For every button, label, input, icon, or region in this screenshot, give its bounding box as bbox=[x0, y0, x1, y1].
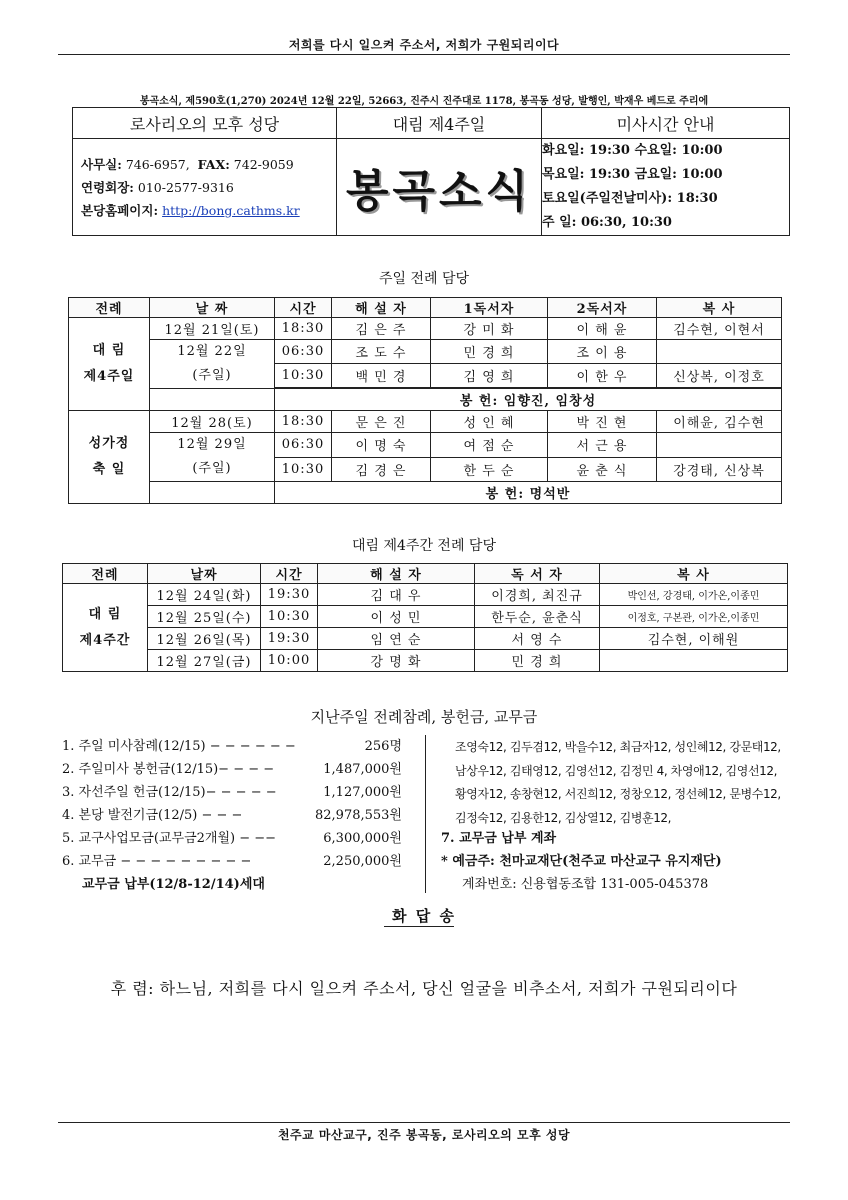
server-cell: 이정호, 구본관, 이가온,이종민 bbox=[600, 606, 788, 628]
date-cell: 12월 29일 (주일) bbox=[150, 433, 275, 482]
tithe-names bbox=[455, 736, 790, 830]
stat-row bbox=[62, 781, 402, 804]
col-server: 복 사 bbox=[657, 298, 782, 318]
top-divider bbox=[58, 54, 790, 55]
offering-cell: 봉 헌: 임향진, 임창성 bbox=[275, 389, 782, 411]
server-cell bbox=[600, 650, 788, 672]
header-table bbox=[72, 107, 790, 236]
reader2-cell: 박 진 현 bbox=[548, 411, 657, 433]
brand-title: 봉곡소식 bbox=[337, 139, 542, 236]
stat-label: 6. 교무금 − − − − − − − − − bbox=[62, 854, 252, 869]
commentator-cell: 임 연 순 bbox=[318, 628, 475, 650]
tithe-note: 교무금 납부(12/8-12/14)세대 bbox=[82, 877, 265, 892]
office-label: 사무실: bbox=[81, 156, 122, 172]
names-line: 김정숙12, 김용한12, 김상열12, 김병훈12, bbox=[455, 810, 672, 825]
weekday-section-title: 대림 제4주간 전례 담당 bbox=[352, 538, 496, 554]
date-cell: 12월 28(토) bbox=[150, 411, 275, 433]
server-cell bbox=[657, 433, 782, 458]
stat-row bbox=[62, 827, 402, 850]
stats-list bbox=[62, 735, 402, 895]
top-title: 저희를 다시 일으켜 주소서, 저희가 구원되리이다 bbox=[288, 38, 560, 52]
fax-number: 742-9059 bbox=[233, 156, 294, 172]
offering-cell: 봉 헌: 명석반 bbox=[275, 482, 782, 504]
chair-tel: 010-2577-9316 bbox=[137, 179, 234, 195]
reader1-cell: 여 점 순 bbox=[431, 433, 548, 458]
col-commentator: 해 설 자 bbox=[318, 564, 475, 584]
col-date: 날 짜 bbox=[150, 298, 275, 318]
commentator-cell: 김 은 주 bbox=[332, 318, 431, 340]
reader2-cell: 이 해 윤 bbox=[548, 318, 657, 340]
col-liturgy: 전례 bbox=[69, 298, 150, 318]
group-name: 성가정 축 일 bbox=[69, 411, 150, 504]
stat-row bbox=[62, 758, 402, 781]
server-cell bbox=[657, 340, 782, 364]
server-cell: 김수현, 이해원 bbox=[600, 628, 788, 650]
stat-value: 256명 bbox=[364, 739, 402, 754]
stat-label: 4. 본당 발전기금(12/5) − − − bbox=[62, 808, 243, 823]
time-cell: 19:30 bbox=[261, 628, 318, 650]
reader1-cell: 민 경 희 bbox=[431, 340, 548, 364]
mass-line: 주 일: 06:30, 10:30 bbox=[542, 215, 672, 230]
col-server: 복 사 bbox=[600, 564, 788, 584]
commentator-cell: 문 은 진 bbox=[332, 411, 431, 433]
commentator-cell: 조 도 수 bbox=[332, 340, 431, 364]
col-reader: 독 서 자 bbox=[475, 564, 600, 584]
reader-cell: 서 영 수 bbox=[475, 628, 600, 650]
mass-line: 목요일: 19:30 금요일: 10:00 bbox=[542, 167, 723, 182]
stat-row bbox=[62, 804, 402, 827]
response-title: 화 답 송 bbox=[392, 907, 456, 925]
reader-cell: 이경희, 최진규 bbox=[475, 584, 600, 606]
col-commentator: 해 설 자 bbox=[332, 298, 431, 318]
stat-value: 1,487,000원 bbox=[323, 762, 402, 777]
stat-label: 1. 주일 미사참례(12/15) − − − − − − bbox=[62, 739, 296, 754]
names-line: 조영숙12, 김두겸12, 박을수12, 최금자12, 성인혜12, 강문태12, bbox=[455, 740, 781, 754]
server-cell: 강경태, 신상복 bbox=[657, 457, 782, 482]
fax-label: FAX: bbox=[197, 156, 230, 172]
reader2-cell: 윤 춘 식 bbox=[548, 457, 657, 482]
bottom-divider bbox=[58, 1122, 790, 1123]
col-reader2: 2독서자 bbox=[548, 298, 657, 318]
col-time: 시간 bbox=[275, 298, 332, 318]
mass-times bbox=[542, 139, 790, 236]
commentator-cell: 김 대 우 bbox=[318, 584, 475, 606]
stat-label: 5. 교구사업모금(교무금2개월) − −− bbox=[62, 831, 277, 846]
date-cell: 12월 27일(금) bbox=[148, 650, 261, 672]
mass-line: 화요일: 19:30 수요일: 10:00 bbox=[542, 143, 723, 158]
account-number: 계좌번호: 신용협동조합 131-005-045378 bbox=[462, 877, 709, 892]
reader-cell: 민 경 희 bbox=[475, 650, 600, 672]
response-underline bbox=[384, 926, 454, 927]
reader2-cell: 조 이 용 bbox=[548, 340, 657, 364]
group-name: 대 림 제4주간 bbox=[63, 584, 148, 672]
time-cell: 10:30 bbox=[275, 457, 332, 482]
stat-value: 1,127,000원 bbox=[323, 785, 402, 800]
names-line: 황영자12, 송창현12, 서진희12, 정창오12, 정선혜12, 문병수12, bbox=[455, 787, 781, 801]
group-name: 대 림 제4주일 bbox=[69, 318, 150, 411]
date-cell: 12월 21일(토) bbox=[150, 318, 275, 340]
col-liturgy: 전례 bbox=[63, 564, 148, 584]
time-cell: 06:30 bbox=[275, 340, 332, 364]
col-time: 시간 bbox=[261, 564, 318, 584]
homepage-link[interactable]: http://bong.cathms.kr bbox=[162, 202, 300, 218]
date-cell: 12월 24일(화) bbox=[148, 584, 261, 606]
time-cell: 18:30 bbox=[275, 318, 332, 340]
reader1-cell: 김 영 희 bbox=[431, 363, 548, 387]
publication-line: 봉곡소식, 제590호(1,270) 2024년 12월 22일, 52663, 진주시 진주대로 1178, 봉곡동 성당, 발행인, 박재우 베드로 주리에 bbox=[139, 96, 709, 107]
commentator-cell: 김 경 은 bbox=[332, 457, 431, 482]
reader-cell: 한두순, 윤춘식 bbox=[475, 606, 600, 628]
stat-row bbox=[62, 735, 402, 758]
mass-time-title: 미사시간 안내 bbox=[542, 108, 790, 139]
account-title: 7. 교무금 납부 계좌 bbox=[441, 831, 557, 846]
web-label: 본당홈페이지: bbox=[81, 202, 159, 218]
reader1-cell: 한 두 순 bbox=[431, 457, 548, 482]
time-cell: 18:30 bbox=[275, 411, 332, 433]
reader2-cell: 서 근 용 bbox=[548, 433, 657, 458]
sunday-table bbox=[68, 297, 782, 504]
col-reader1: 1독서자 bbox=[431, 298, 548, 318]
stats-section-title: 지난주일 전례참례, 봉헌금, 교무금 bbox=[310, 708, 538, 726]
time-cell: 06:30 bbox=[275, 433, 332, 458]
commentator-cell: 이 명 숙 bbox=[332, 433, 431, 458]
server-cell: 이해윤, 김수현 bbox=[657, 411, 782, 433]
time-cell: 19:30 bbox=[261, 584, 318, 606]
response-text: 후 렴: 하느님, 저희를 다시 일으켜 주소서, 당신 얼굴을 비추소서, 저희가 구원되리이다 bbox=[110, 979, 738, 998]
reader1-cell: 성 인 혜 bbox=[431, 411, 548, 433]
stat-row bbox=[62, 850, 402, 873]
time-cell: 10:00 bbox=[261, 650, 318, 672]
time-cell: 10:30 bbox=[261, 606, 318, 628]
weekday-table bbox=[62, 563, 788, 672]
stat-label: 2. 주일미사 봉헌금(12/15)− − − − bbox=[62, 762, 275, 777]
chair-label: 연령회장: bbox=[81, 179, 134, 195]
date-cell: 12월 26일(목) bbox=[148, 628, 261, 650]
office-tel: 746-6957, bbox=[125, 156, 190, 172]
commentator-cell: 백 민 경 bbox=[332, 363, 431, 387]
stat-value: 82,978,553원 bbox=[315, 808, 402, 823]
mass-line: 토요일(주일전날미사): 18:30 bbox=[542, 191, 718, 206]
sunday-section-title: 주일 전례 담당 bbox=[378, 271, 470, 287]
date-cell: 12월 22일 (주일) bbox=[150, 340, 275, 389]
server-cell: 김수현, 이현서 bbox=[657, 318, 782, 340]
commentator-cell: 이 성 민 bbox=[318, 606, 475, 628]
stats-divider bbox=[425, 735, 426, 893]
reader1-cell: 강 미 화 bbox=[431, 318, 548, 340]
stat-label: 3. 자선주일 헌금(12/15)− − − − − bbox=[62, 785, 277, 800]
date-cell: 12월 25일(수) bbox=[148, 606, 261, 628]
server-cell: 신상복, 이정호 bbox=[657, 363, 782, 387]
col-date: 날짜 bbox=[148, 564, 261, 584]
stat-value: 2,250,000원 bbox=[323, 854, 402, 869]
contact-info bbox=[73, 139, 337, 236]
stat-value: 6,300,000원 bbox=[323, 831, 402, 846]
time-cell: 10:30 bbox=[275, 363, 332, 387]
week-title: 대림 제4주일 bbox=[337, 108, 542, 139]
commentator-cell: 강 명 화 bbox=[318, 650, 475, 672]
reader2-cell: 이 한 우 bbox=[548, 363, 657, 387]
parish-name: 로사리오의 모후 성당 bbox=[73, 108, 337, 139]
footer: 천주교 마산교구, 진주 봉곡동, 로사리오의 모후 성당 bbox=[277, 1128, 571, 1142]
names-line: 남상우12, 김태영12, 김영선12, 김정민 4, 차영애12, 김영선12, bbox=[455, 763, 778, 778]
server-cell: 박인선, 강경태, 이가온,이종민 bbox=[600, 584, 788, 606]
account-holder: * 예금주: 천마교재단(천주교 마산교구 유지재단) bbox=[441, 854, 722, 869]
